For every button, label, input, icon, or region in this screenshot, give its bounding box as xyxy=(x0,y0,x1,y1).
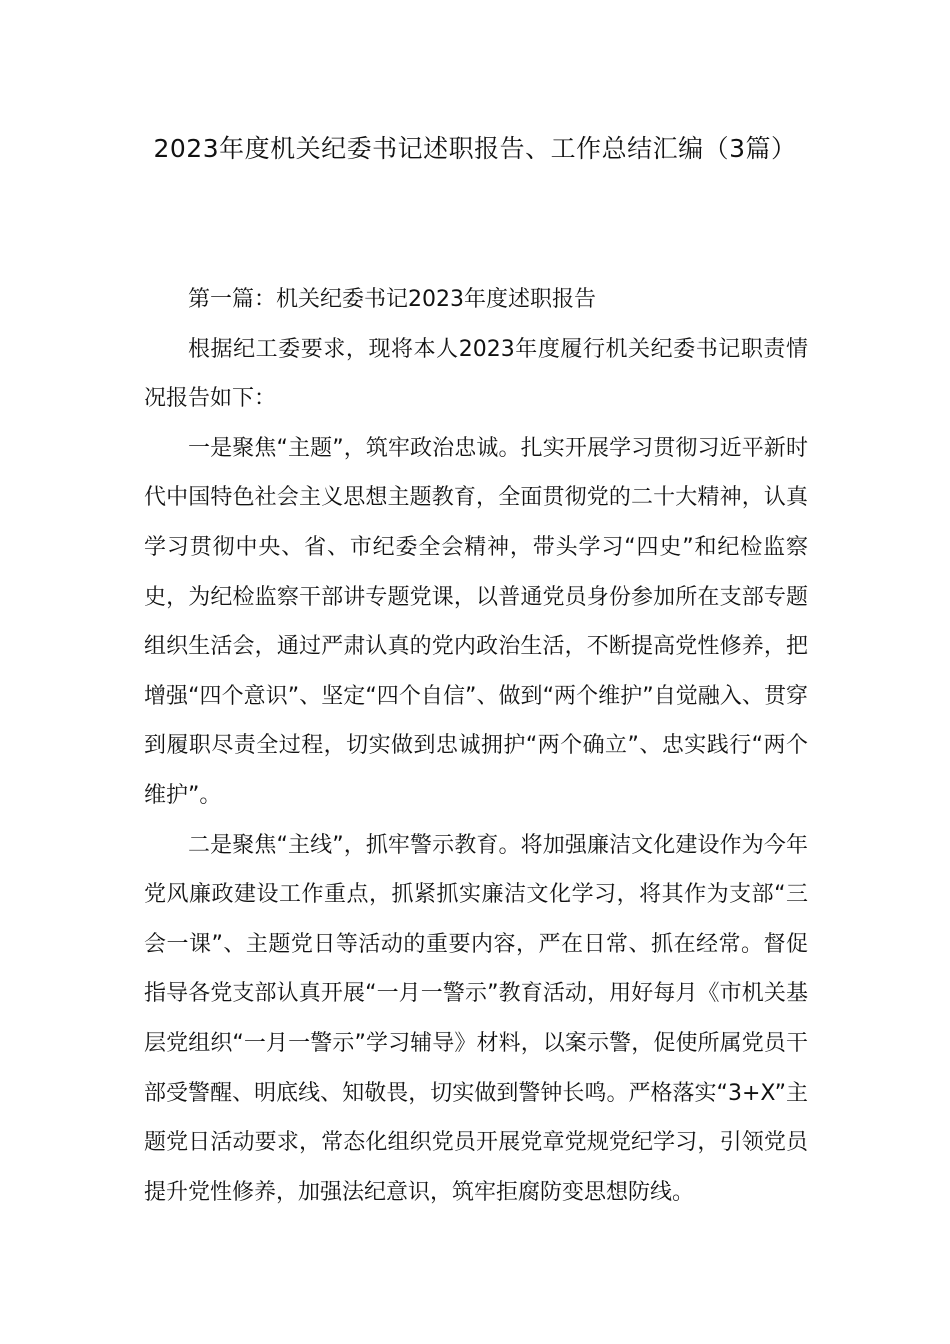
document-body xyxy=(144,275,808,1217)
paragraph-intro: 根据纪工委要求，现将本人2023年度履行机关纪委书记职责情况报告如下： xyxy=(144,336,808,412)
paragraph-point-two: 二是聚焦“主线”，抓牢警示教育。将加强廉洁文化建设作为今年党风廉政建设工作重点，抓紧抓实廉洁文化学习，将其作为支部“三会一课”、主题党日等活动的重要内容，严在日常、抓在经常。督促指导各党支部认真开展“一月一警示”教育活动，用好每月《市机关基层党组织“一月一警示”学习辅导》材料，以案示警，促使所属党员干部受警醒、明底线、知敬畏，切实做到警钟长鸣。严格落实“3+X”主题党日活动要求，常态化组织党员开展党章党规党纪学习，引领党员提升党性修养，加强法纪意识，筑牢拒腐防变思想防线。 xyxy=(144,832,808,1205)
paragraph-point-one: 一是聚焦“主题”，筑牢政治忠诚。扎实开展学习贯彻习近平新时代中国特色社会主义思想主题教育，全面贯彻党的二十大精神，认真学习贯彻中央、省、市纪委全会精神，带头学习“四史”和纪检监察史，为纪检监察干部讲专题党课，以普通党员身份参加所在支部专题组织生活会，通过严肃认真的党内政治生活，不断提高党性修养，把增强“四个意识”、坚定“四个自信”、做到“两个维护”自觉融入、贯穿到履职尽责全过程，切实做到忠诚拥护“两个确立”、忠实践行“两个维护”。 xyxy=(144,435,808,808)
section-heading: 第一篇：机关纪委书记2023年度述职报告 xyxy=(188,287,596,312)
document-title: 2023年度机关纪委书记述职报告、工作总结汇编（3篇） xyxy=(153,134,797,163)
